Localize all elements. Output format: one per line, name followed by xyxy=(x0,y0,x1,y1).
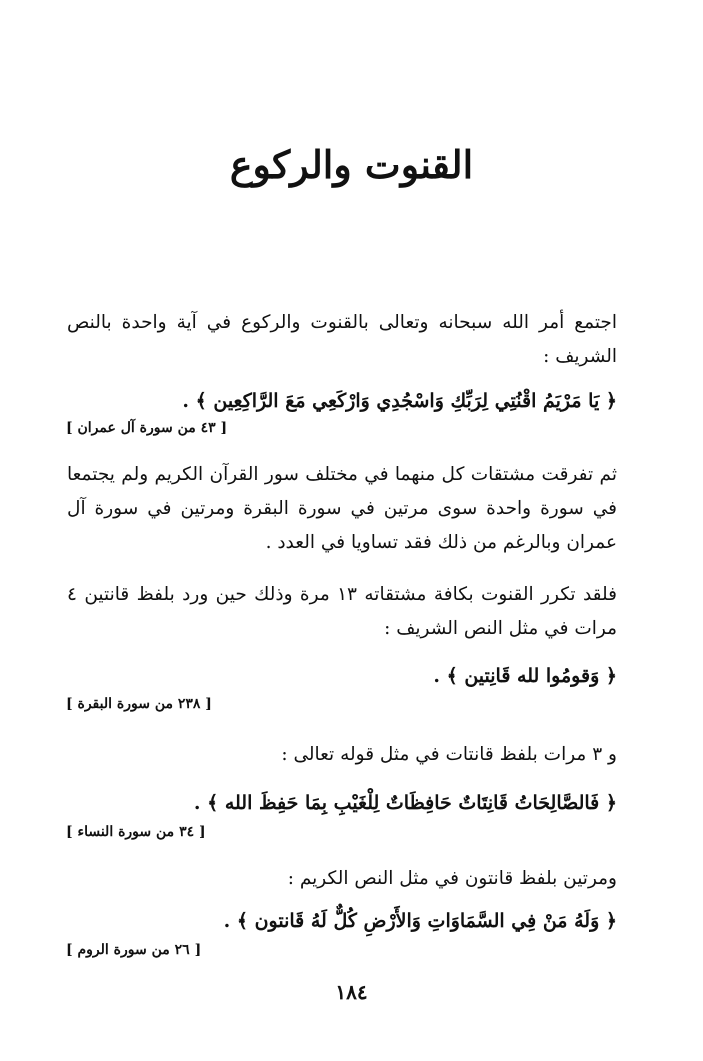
verse-ar-rum-26: ﴿ وَلَهُ مَنْ فِي السَّمَاوَاتِ وَالأَرْضِ كُلٌّ لَهُ قَانتون ﴾ . xyxy=(223,910,617,932)
verse-al-imran-43: ﴿ يَا مَرْيَمُ اقْنُتِي لِرَبِّكِ وَاسْجُدِي وَارْكَعِي مَعَ الرَّاكِعِين ﴾ . xyxy=(182,390,617,412)
paragraph-qanitat: و ٣ مرات بلفظ قانتات في مثل قوله تعالى : xyxy=(281,744,617,765)
verse-al-baqarah-238: ﴿ وَقومُوا لله قَانِتين ﴾ . xyxy=(433,665,617,687)
verse-reference-ar-rum: [ ٢٦ من سورة الروم ] xyxy=(66,942,202,958)
page-title: القنوت والركوع xyxy=(229,142,474,187)
paragraph-intro: اجتمع أمر الله سبحانه وتعالى بالقنوت والركوع في آية واحدة بالنص الشريف : xyxy=(67,312,617,367)
paragraph-qanitun: ومرتين بلفظ قانتون في مثل النص الكريم : xyxy=(287,868,617,889)
page-number: ١٨٤ xyxy=(335,980,368,1004)
verse-an-nisa-34: ﴿ فَالصَّالِحَاتُ قَانِتَاتٌ حَافِظَاتٌ لِلْغَيْبِ بِمَا حَفِظَ الله ﴾ . xyxy=(193,792,617,814)
verse-reference-an-nisa: [ ٣٤ من سورة النساء ] xyxy=(66,824,206,840)
verse-reference-al-baqarah: [ ٢٣٨ من سورة البقرة ] xyxy=(66,696,212,712)
paragraph-count: فلقد تكرر القنوت بكافة مشتقاته ١٣ مرة وذلك حين ورد بلفظ قانتين ٤ مرات في مثل النص الشريف : xyxy=(67,584,617,639)
paragraph-distribution: ثم تفرقت مشتقات كل منهما في مختلف سور القرآن الكريم ولم يجتمعا في سورة واحدة سوى مرتين في سورة البقرة ومرتين في سورة آل عمران وبالرغم من ذلك فقد تساويا في العدد . xyxy=(67,464,617,553)
verse-reference-al-imran: [ ٤٣ من سورة آل عمران ] xyxy=(66,420,228,436)
